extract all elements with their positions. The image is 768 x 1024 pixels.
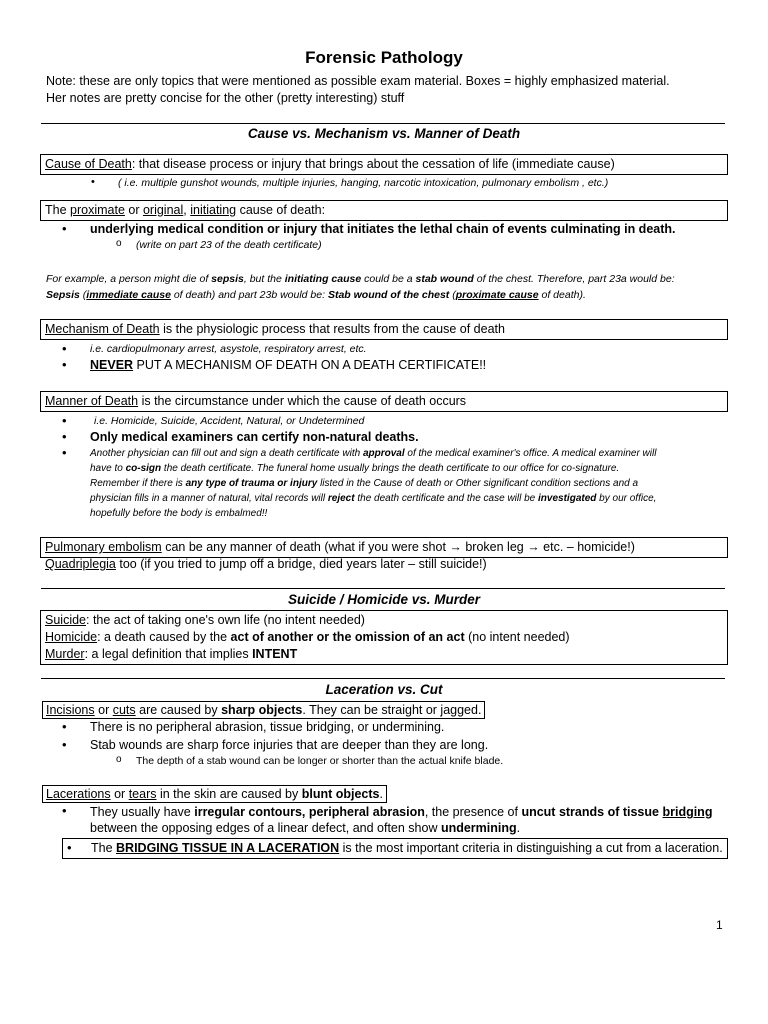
manner-label: Manner of Death bbox=[45, 394, 139, 408]
lacerations-statement bbox=[42, 785, 387, 803]
line bbox=[90, 461, 730, 476]
quad-text: too (if you tried to jump off a bridge, died years later – still suicide!) bbox=[115, 557, 487, 571]
line bbox=[90, 476, 730, 491]
manner-examples: i.e. Homicide, Suicide, Accident, Natural, or Undetermined bbox=[94, 415, 365, 427]
text: bridging bbox=[662, 805, 713, 819]
line bbox=[90, 446, 730, 461]
text: . They can be straight or jagged. bbox=[302, 703, 482, 717]
bullet-dot: • bbox=[62, 719, 67, 734]
section-heading-laceration: Laceration vs. Cut bbox=[325, 682, 443, 697]
pe-text: can be any manner of death (what if you were shot → broken leg → etc. – homicide!) bbox=[161, 540, 635, 554]
manner-of-death-box bbox=[40, 391, 728, 412]
text: reject bbox=[327, 493, 355, 504]
text: act of another or the omission of an act bbox=[230, 630, 465, 644]
proximate-bullet: underlying medical condition or injury that initiates the lethal chain of events culminating in death. bbox=[90, 222, 676, 236]
bullet-dot: • bbox=[62, 429, 67, 444]
cause-of-death-box bbox=[40, 154, 728, 175]
text: are caused by bbox=[135, 703, 222, 717]
text: ( bbox=[79, 289, 87, 301]
text: For example, a person might die of bbox=[46, 273, 212, 285]
manner-certify: Only medical examiners can certify non-natural deaths. bbox=[90, 430, 419, 444]
text: ( bbox=[449, 289, 456, 301]
section-divider bbox=[41, 678, 725, 679]
mechanism-examples: i.e. cardiopulmonary arrest, asystole, respiratory arrest, etc. bbox=[90, 343, 367, 355]
text: any type of trauma or injury bbox=[185, 478, 318, 489]
text: co-sign bbox=[125, 463, 162, 474]
text: Suicide bbox=[45, 613, 86, 627]
text: immediate cause bbox=[86, 289, 171, 301]
text: cause of death: bbox=[236, 203, 326, 217]
text: The bbox=[45, 203, 71, 217]
text: blunt objects bbox=[301, 787, 380, 801]
text: of the medical examiner's office. A medical examiner will bbox=[404, 448, 657, 459]
bridging-tissue-box bbox=[62, 838, 728, 859]
proximate-cause-box bbox=[40, 200, 728, 221]
text: proximate cause bbox=[455, 289, 539, 301]
text: have to bbox=[90, 463, 126, 474]
quad-label: Quadriplegia bbox=[45, 557, 116, 571]
text: or bbox=[110, 787, 129, 801]
text: approval bbox=[362, 448, 405, 459]
incisions-bullet-2: Stab wounds are sharp force injuries that are deeper than they are long. bbox=[90, 738, 489, 752]
text: in the skin are caused by bbox=[156, 787, 302, 801]
incisions-bullet-1: There is no peripheral abrasion, tissue bridging, or undermining. bbox=[90, 720, 445, 734]
bridging-tissue-statement bbox=[91, 841, 723, 855]
bullet-dot: • bbox=[62, 341, 67, 356]
never-text: NEVER bbox=[90, 358, 134, 372]
text: or bbox=[124, 203, 143, 217]
example-paragraph bbox=[46, 271, 736, 303]
text: They usually have bbox=[90, 805, 195, 819]
cause-of-death-text: : that disease process or injury that brings about the cessation of life (immediate cause) bbox=[131, 157, 615, 171]
text: investigated bbox=[538, 493, 597, 504]
section-heading-cause: Cause vs. Mechanism vs. Manner of Death bbox=[247, 126, 521, 141]
line: hopefully before the body is embalmed!! bbox=[90, 508, 268, 519]
pe-label: Pulmonary embolism bbox=[45, 540, 162, 554]
text: could be a bbox=[361, 273, 416, 285]
note-line-2: Her notes are pretty concise for the other (pretty interesting) stuff bbox=[46, 91, 405, 105]
proximate-term: proximate bbox=[70, 203, 125, 217]
text: Incisions bbox=[46, 703, 95, 717]
bullet-dot: • bbox=[62, 413, 67, 428]
initiating-term: initiating bbox=[190, 203, 237, 217]
text: the death certificate. The funeral home usually brings the death certificate to our office for co-signature. bbox=[161, 463, 620, 474]
text: (no intent needed) bbox=[464, 630, 570, 644]
text: , but the bbox=[243, 273, 285, 285]
sub-bullet-marker: o bbox=[116, 754, 122, 765]
section-divider bbox=[41, 123, 725, 124]
text: Homicide bbox=[45, 630, 98, 644]
text: cuts bbox=[112, 703, 136, 717]
text: sharp objects bbox=[221, 703, 303, 717]
bullet-dot: • bbox=[67, 840, 72, 855]
text: Murder bbox=[45, 647, 85, 661]
incisions-box bbox=[42, 701, 485, 719]
text: : the act of taking one's own life (no intent needed) bbox=[86, 613, 365, 627]
mechanism-label: Mechanism of Death bbox=[45, 322, 160, 336]
text: : a death caused by the bbox=[97, 630, 231, 644]
text: undermining bbox=[440, 821, 517, 835]
text: tears bbox=[128, 787, 157, 801]
text: between the opposing edges of a linear defect, and often show bbox=[90, 821, 441, 835]
mechanism-text: is the physiologic process that results from the cause of death bbox=[159, 322, 505, 336]
text: The bbox=[91, 841, 117, 855]
murder-definition bbox=[45, 646, 723, 663]
suicide-definition bbox=[45, 612, 723, 629]
text: stab wound bbox=[415, 273, 474, 285]
intro-note bbox=[46, 73, 726, 107]
text: Another physician can fill out and sign a death certificate with bbox=[90, 448, 363, 459]
incisions-subnote: The depth of a stab wound can be longer or shorter than the actual knife blade. bbox=[136, 755, 504, 767]
cause-of-death-label: Cause of Death bbox=[45, 157, 132, 171]
text: irregular contours, peripheral abrasion bbox=[194, 805, 425, 819]
pulmonary-embolism-box bbox=[40, 537, 728, 558]
lacerations-box bbox=[42, 785, 387, 803]
bullet-dot: • bbox=[62, 803, 67, 818]
text: Sepsis bbox=[46, 289, 80, 301]
text: PUT A MECHANISM OF DEATH ON A DEATH CERTIFICATE!! bbox=[133, 358, 487, 372]
text: initiating cause bbox=[284, 273, 362, 285]
text: of the chest. Therefore, part 23a would be: bbox=[473, 273, 675, 285]
line bbox=[90, 820, 720, 836]
section-divider bbox=[41, 588, 725, 589]
text: of death). bbox=[538, 289, 586, 301]
bullet-dot: • bbox=[91, 176, 95, 188]
page-title: Forensic Pathology bbox=[305, 48, 463, 67]
text: listed in the Cause of death or Other significant condition sections and a bbox=[317, 478, 639, 489]
text: by our office, bbox=[596, 493, 657, 504]
definitions-box bbox=[40, 610, 728, 665]
homicide-definition bbox=[45, 629, 723, 646]
sub-bullet-marker: o bbox=[116, 238, 122, 249]
example-line-2 bbox=[46, 287, 736, 303]
text: physician fills in a manner of natural, vital records will bbox=[90, 493, 328, 504]
text: is the most important criteria in distinguishing a cut from a laceration. bbox=[339, 841, 723, 855]
text: sepsis bbox=[211, 273, 244, 285]
original-term: original bbox=[142, 203, 184, 217]
section-heading-suicide: Suicide / Homicide vs. Murder bbox=[287, 592, 481, 607]
mechanism-warning bbox=[90, 358, 486, 372]
text: Lacerations bbox=[46, 787, 111, 801]
line bbox=[90, 491, 730, 506]
incisions-statement bbox=[42, 701, 485, 719]
text: : a legal definition that implies bbox=[84, 647, 253, 661]
example-line-1 bbox=[46, 271, 736, 287]
line bbox=[90, 804, 720, 820]
bullet-dot: • bbox=[62, 357, 67, 372]
text: of death) and part 23b would be: bbox=[170, 289, 328, 301]
note-line-1: Note: these are only topics that were mentioned as possible exam material. Boxes = highly emphasized material. bbox=[46, 74, 670, 88]
bullet-dot: • bbox=[62, 221, 67, 236]
page-number: 1 bbox=[716, 918, 723, 932]
bullet-dot: • bbox=[62, 445, 67, 460]
text: INTENT bbox=[252, 647, 298, 661]
text: the death certificate and the case will be bbox=[354, 493, 539, 504]
text: , the presence of bbox=[424, 805, 522, 819]
text: . bbox=[516, 821, 521, 835]
text: or bbox=[94, 703, 113, 717]
text: BRIDGING TISSUE IN A LACERATION bbox=[116, 841, 340, 855]
text: Remember if there is bbox=[90, 478, 186, 489]
manner-text: is the circumstance under which the cause of death occurs bbox=[138, 394, 467, 408]
text: . bbox=[379, 787, 383, 801]
manner-physician-note bbox=[90, 446, 730, 521]
lacerations-bullet-1 bbox=[90, 804, 720, 836]
text: uncut strands of tissue bbox=[521, 805, 659, 819]
proximate-subnote: (write on part 23 of the death certificate) bbox=[136, 239, 322, 251]
mechanism-of-death-box bbox=[40, 319, 728, 340]
quadriplegia-line bbox=[45, 557, 487, 571]
cause-of-death-examples: ( i.e. multiple gunshot wounds, multiple injuries, hanging, narcotic intoxication, pulmonary embolism , etc.) bbox=[118, 177, 609, 189]
text: Stab wound of the chest bbox=[327, 289, 450, 301]
bullet-dot: • bbox=[62, 737, 67, 752]
text: , bbox=[183, 203, 191, 217]
